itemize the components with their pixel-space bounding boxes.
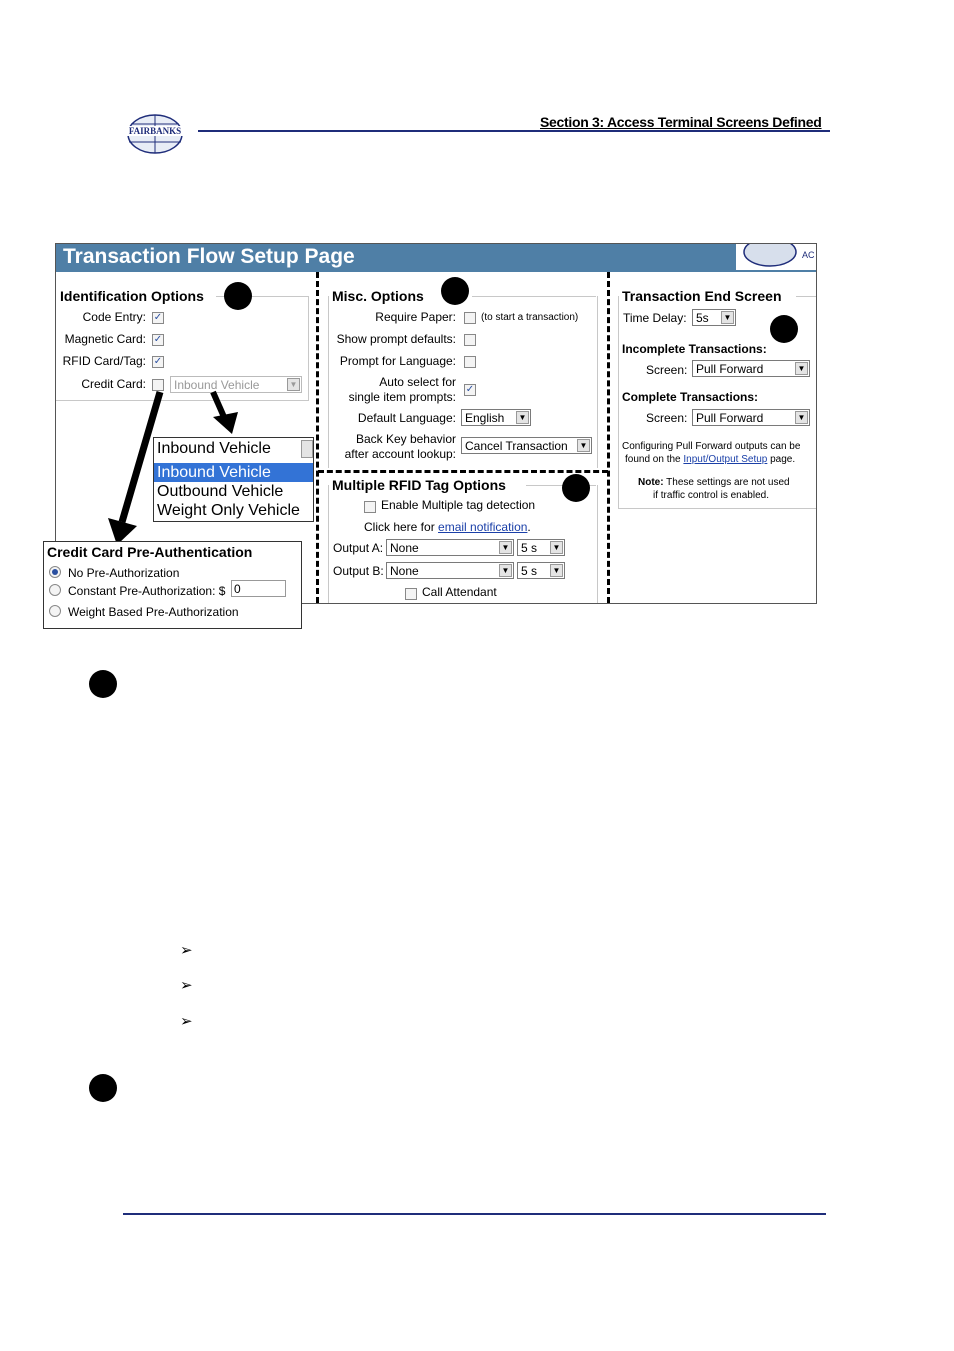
bullet-arrow-icon: ➢ [180,1013,193,1030]
weight-preauth-radio[interactable] [49,605,61,617]
require-paper-note: (to start a transaction) [481,312,579,323]
vehicle-option[interactable]: Inbound Vehicle [154,463,313,482]
output-a-value: None [390,541,419,555]
note-text: These settings are not used [666,477,790,488]
rfid-options-title: Multiple RFID Tag Options [332,477,506,493]
info-text: found on the [625,454,681,465]
constant-preauth-label: Constant Pre-Authorization: $ [68,584,226,598]
magnetic-card-checkbox[interactable]: ✓ [153,334,163,345]
complete-screen-label: Screen: [646,411,688,425]
require-paper-label: Require Paper: [375,310,456,324]
auto-select-checkbox[interactable]: ✓ [465,384,475,395]
chevron-down-icon: ▼ [516,411,529,424]
misc-options-title: Misc. Options [332,288,424,304]
chevron-down-icon: ▼ [721,311,734,324]
complete-title: Complete Transactions: [622,390,759,404]
note-label: Note: [638,477,664,488]
show-prompt-defaults-label: Show prompt defaults: [336,332,456,346]
back-key-value: Cancel Transaction [465,439,568,453]
callout-marker [89,1074,117,1102]
chevron-down-icon: ▼ [499,541,512,554]
vehicle-option[interactable]: Outbound Vehicle [157,483,284,500]
credit-card-label: Credit Card: [81,377,146,391]
code-entry-checkbox[interactable]: ✓ [153,312,163,323]
output-a-label: Output A: [333,541,384,555]
call-attendant-label: Call Attendant [422,585,497,599]
no-preauth-label: No Pre-Authorization [68,566,180,580]
credit-card-preauth-panel [43,541,302,629]
code-entry-label: Code Entry: [82,310,146,324]
pull-forward-info-1: Configuring Pull Forward outputs can be [622,441,801,452]
page-title: Transaction Flow Setup Page [63,245,355,268]
auto-select-label-1: Auto select for [379,375,456,389]
svg-text:AC: AC [802,250,815,260]
chevron-down-icon: ▼ [499,564,512,577]
complete-screen-value: Pull Forward [696,411,764,425]
footer-rule [123,1213,826,1215]
chevron-down-icon: ▼ [550,541,563,554]
output-b-label: Output B: [333,564,384,578]
email-notification-line: Click here for email notification. [364,520,531,534]
time-delay-value: 5s [696,311,709,325]
vehicle-dropdown-current: Inbound Vehicle [157,440,271,457]
logo-text: FAIRBANKS [125,126,185,136]
vehicle-dropdown-open[interactable] [153,437,314,522]
info-text: page. [770,454,796,465]
weight-preauth-label: Weight Based Pre-Authorization [68,605,239,619]
back-key-label-1: Back Key behavior [355,432,456,446]
chevron-down-icon: ▼ [287,378,300,391]
output-b-time-value: 5 s [521,564,538,578]
rfid-card-checkbox[interactable]: ✓ [153,356,163,367]
default-language-value: English [465,411,505,425]
no-preauth-radio[interactable] [49,566,61,578]
back-key-label-2: after account lookup: [344,447,456,461]
chevron-down-icon [301,440,313,458]
chevron-down-icon: ▼ [795,411,808,424]
incomplete-screen-label: Screen: [646,363,688,377]
chevron-down-icon: ▼ [795,362,808,375]
credit-card-vehicle-value: Inbound Vehicle [174,378,260,392]
vehicle-option[interactable]: Weight Only Vehicle [157,502,300,519]
click-here-text: Click here for [364,520,435,534]
incomplete-screen-value: Pull Forward [696,362,764,376]
incomplete-title: Incomplete Transactions: [622,342,767,356]
identification-options-title: Identification Options [60,288,204,304]
magnetic-card-label: Magnetic Card: [64,332,146,346]
default-language-label: Default Language: [357,411,456,425]
chevron-down-icon: ▼ [577,439,590,452]
bullet-arrow-icon: ➢ [180,942,193,959]
constant-preauth-radio[interactable] [49,584,61,596]
chevron-down-icon: ▼ [550,564,563,577]
note-line-2: if traffic control is enabled. [653,490,769,501]
callout-marker [89,670,117,698]
rfid-card-label: RFID Card/Tag: [62,354,146,368]
auto-select-label-2: single item prompts: [348,390,456,404]
email-notification-link[interactable]: email notification [438,520,528,534]
constant-preauth-input[interactable]: 0 [231,580,286,597]
section-title: Section 3: Access Terminal Screens Defined [540,114,822,130]
io-setup-link[interactable]: Input/Output Setup [683,454,768,465]
prompt-language-label: Prompt for Language: [339,354,456,368]
output-a-time-value: 5 s [521,541,538,555]
credit-card-preauth-title: Credit Card Pre-Authentication [47,544,253,560]
output-b-value: None [390,564,419,578]
enable-multiple-tag-label: Enable Multiple tag detection [381,498,536,512]
bullet-arrow-icon: ➢ [180,977,193,994]
time-delay-label: Time Delay: [623,311,687,325]
transaction-end-title: Transaction End Screen [622,288,782,304]
